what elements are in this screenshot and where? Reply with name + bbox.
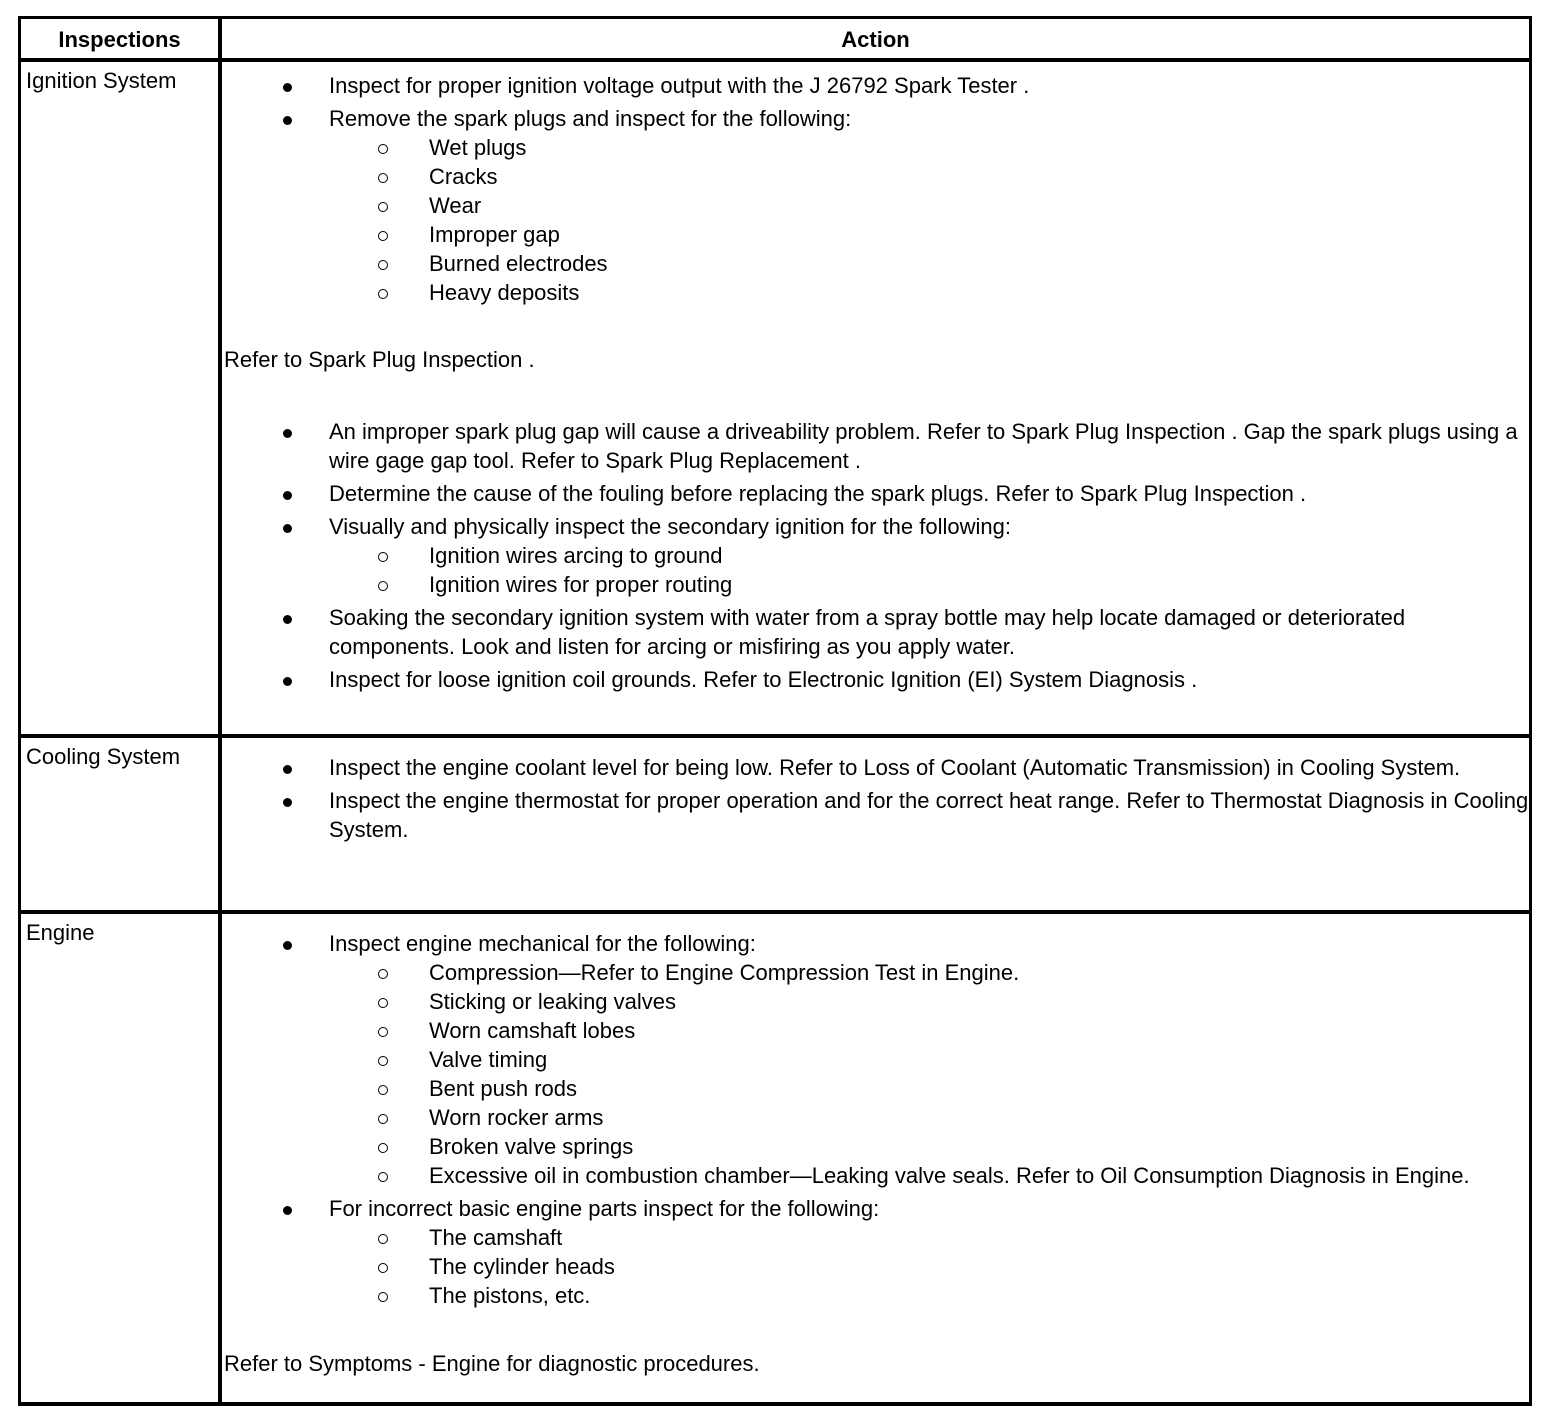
hollow-bullet-icon <box>378 1074 388 1103</box>
header-action: Action <box>841 27 910 52</box>
sub-list-item <box>224 1252 1530 1281</box>
reference-paragraph: Refer to Spark Plug Inspection . <box>224 347 535 372</box>
list-item <box>224 753 1530 782</box>
bullet-icon <box>281 104 293 133</box>
sub-list-item-text: Improper gap <box>429 222 560 247</box>
sub-list-item <box>224 570 1530 599</box>
list-item <box>224 479 1530 508</box>
bullet-list <box>224 929 1530 1310</box>
sub-list-item-text: Bent push rods <box>429 1076 577 1101</box>
hollow-bullet-icon <box>378 249 388 278</box>
sub-list-item-text: Wear <box>429 193 482 218</box>
sub-list-item-text: Broken valve springs <box>429 1134 634 1159</box>
hollow-bullet-icon <box>378 278 388 307</box>
bullet-icon <box>281 71 293 100</box>
sub-list-item <box>224 1281 1530 1310</box>
bullet-list <box>224 71 1530 307</box>
sub-list-item-text: Ignition wires arcing to ground <box>429 543 723 568</box>
row-divider-1 <box>18 734 1532 738</box>
row-divider-2 <box>18 910 1532 914</box>
sub-list-item <box>224 278 1530 307</box>
list-item <box>224 512 1530 599</box>
list-item-text: Inspect the engine coolant level for being low. Refer to Loss of Coolant (Automatic Transmission) in Cooling System. <box>329 755 1461 780</box>
hollow-bullet-icon <box>378 191 388 220</box>
hollow-bullet-icon <box>378 958 388 987</box>
action-cell <box>224 71 1530 694</box>
hollow-bullet-icon <box>378 1223 388 1252</box>
bullet-list <box>224 753 1530 844</box>
sub-list-item-text: Heavy deposits <box>429 280 580 305</box>
sub-list-item-text: Wet plugs <box>429 135 527 160</box>
list-item-text: Inspect for proper ignition voltage output with the J 26792 Spark Tester . <box>329 73 1030 98</box>
hollow-bullet-icon <box>378 541 388 570</box>
bullet-icon <box>281 479 293 508</box>
sub-list-item-text: Cracks <box>429 164 498 189</box>
sub-list-item <box>224 1074 1530 1103</box>
inspection-name: Ignition System <box>26 68 177 93</box>
sub-list-item <box>224 1132 1530 1161</box>
list-item <box>224 1194 1530 1310</box>
list-item <box>224 71 1530 100</box>
bullet-icon <box>281 1194 293 1223</box>
action-cell <box>224 929 1530 1378</box>
sub-list-item-text: Sticking or leaking valves <box>429 989 677 1014</box>
sub-list-item-text: Valve timing <box>429 1047 548 1072</box>
hollow-bullet-icon <box>378 987 388 1016</box>
bullet-icon <box>281 665 293 694</box>
border-bottom <box>18 1402 1532 1406</box>
sub-list-item <box>224 249 1530 278</box>
sub-list-item <box>224 220 1530 249</box>
sub-list-item-text: Worn camshaft lobes <box>429 1018 636 1043</box>
sub-list-item <box>224 1016 1530 1045</box>
action-cell <box>224 753 1530 844</box>
hollow-bullet-icon <box>378 1045 388 1074</box>
bullet-icon <box>281 512 293 541</box>
sub-list-item-text: The camshaft <box>429 1225 563 1250</box>
list-item-text: For incorrect basic engine parts inspect for the following: <box>329 1196 880 1221</box>
sub-list-item <box>224 958 1530 987</box>
hollow-bullet-icon <box>378 1016 388 1045</box>
sub-list-item <box>224 1103 1530 1132</box>
sub-list-item <box>224 162 1530 191</box>
hollow-bullet-icon <box>378 1252 388 1281</box>
list-item-text: Visually and physically inspect the secondary ignition for the following: <box>329 514 1011 539</box>
list-item-text: Inspect the engine thermostat for proper operation and for the correct heat range. Refer to Thermostat Diagnosis in Cooling System. <box>329 788 1529 842</box>
hollow-bullet-icon <box>378 1281 388 1310</box>
sub-list-item-text: The cylinder heads <box>429 1254 615 1279</box>
sub-list-item-text: The pistons, etc. <box>429 1283 591 1308</box>
sub-list-item-text: Compression—Refer to Engine Compression Test in Engine. <box>429 960 1020 985</box>
sub-list-item <box>224 191 1530 220</box>
list-item <box>224 665 1530 694</box>
hollow-bullet-icon <box>378 1132 388 1161</box>
reference-paragraph: Refer to Symptoms - Engine for diagnostic procedures. <box>224 1351 760 1376</box>
hollow-bullet-icon <box>378 1103 388 1132</box>
bullet-icon <box>281 786 293 815</box>
hollow-bullet-icon <box>378 220 388 249</box>
hollow-bullet-icon <box>378 162 388 191</box>
sub-list-item <box>224 541 1530 570</box>
list-item <box>224 786 1530 844</box>
list-item <box>224 603 1530 661</box>
inspection-table <box>18 16 1532 1406</box>
sub-list-item <box>224 1045 1530 1074</box>
bullet-icon <box>281 929 293 958</box>
bullet-icon <box>281 753 293 782</box>
inspection-name: Engine <box>26 920 95 945</box>
sub-list-item <box>224 1161 1530 1190</box>
bullet-list <box>224 417 1530 694</box>
list-item-text: Remove the spark plugs and inspect for the following: <box>329 106 852 131</box>
hollow-bullet-icon <box>378 1161 388 1190</box>
sub-list-item-text: Excessive oil in combustion chamber—Leaking valve seals. Refer to Oil Consumption Diagnosis in Engine. <box>429 1163 1470 1188</box>
list-item-text: Inspect engine mechanical for the following: <box>329 931 756 956</box>
list-item-text: Determine the cause of the fouling before replacing the spark plugs. Refer to Spark Plug Inspection . <box>329 481 1307 506</box>
list-item-text: Inspect for loose ignition coil grounds. Refer to Electronic Ignition (EI) System Diagnosis . <box>329 667 1198 692</box>
sub-list-item <box>224 1223 1530 1252</box>
header-inspections: Inspections <box>58 27 181 52</box>
list-item-text: Soaking the secondary ignition system with water from a spray bottle may help locate damaged or deteriorated components. Look and listen for arcing or misfiring as you apply water. <box>329 605 1406 659</box>
border-left <box>18 16 21 1406</box>
hollow-bullet-icon <box>378 570 388 599</box>
sub-list-item <box>224 133 1530 162</box>
border-top <box>18 16 1532 19</box>
bullet-icon <box>281 417 293 446</box>
bullet-icon <box>281 603 293 632</box>
list-item <box>224 929 1530 1190</box>
sub-list-item-text: Burned electrodes <box>429 251 608 276</box>
list-item <box>224 104 1530 307</box>
inspection-name: Cooling System <box>26 744 181 769</box>
sub-list-item <box>224 987 1530 1016</box>
sub-list-item-text: Ignition wires for proper routing <box>429 572 733 597</box>
sub-list-item-text: Worn rocker arms <box>429 1105 604 1130</box>
list-item <box>224 417 1530 475</box>
hollow-bullet-icon <box>378 133 388 162</box>
column-divider <box>218 16 222 1406</box>
list-item-text: An improper spark plug gap will cause a driveability problem. Refer to Spark Plug Inspection . Gap the spark plugs using a wire gage gap tool. Refer to Spark Plug Replacement . <box>329 419 1518 473</box>
